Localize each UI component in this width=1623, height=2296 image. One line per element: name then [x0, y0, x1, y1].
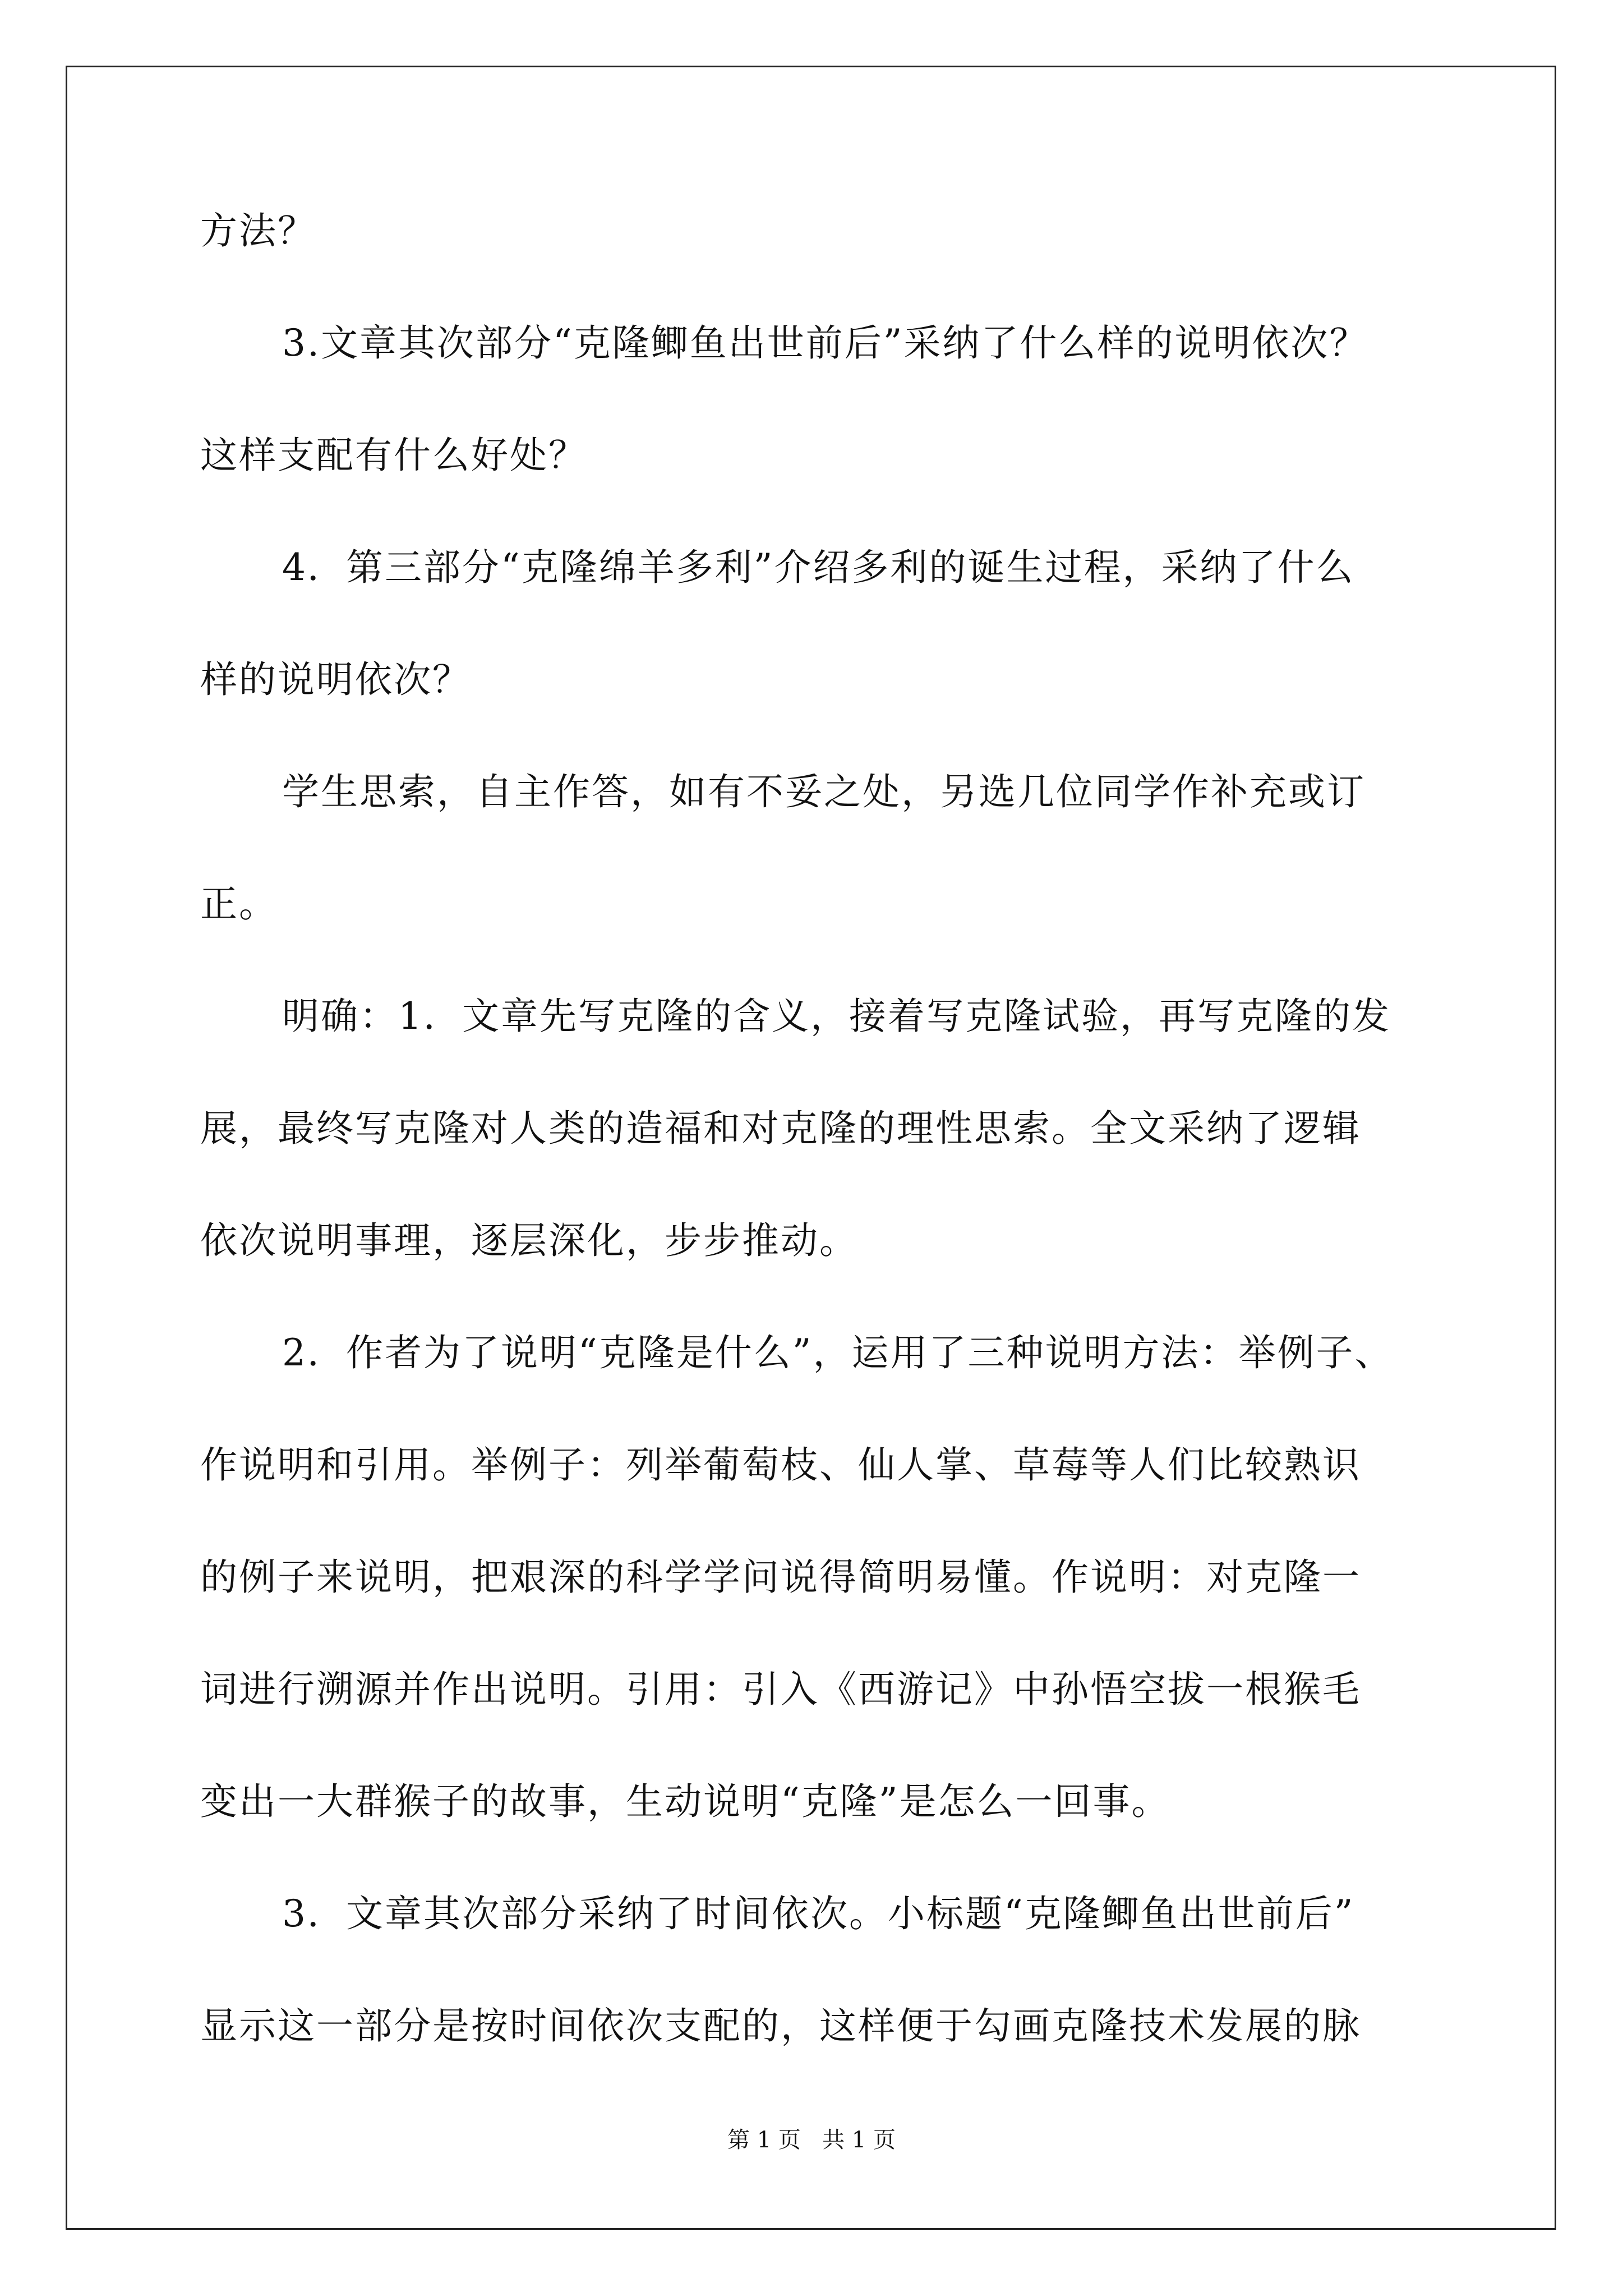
text-line: 显示这一部分是按时间依次支配的，这样便于勾画克隆技术发展的脉 — [200, 2004, 1361, 2047]
text-line: 的例子来说明，把艰深的科学学问说得简明易懂。作说明：对克隆一 — [200, 1556, 1361, 1599]
text-line: 学生思索，自主作答，如有不妥之处，另选几位同学作补充或订 — [282, 770, 1366, 813]
text-line: 2．作者为了说明“克隆是什么”，运用了三种说明方法：举例子、 — [282, 1331, 1394, 1374]
text-line: 明确：1．文章先写克隆的含义，接着写克隆试验，再写克隆的发 — [282, 995, 1391, 1038]
text-line: 方法？ — [200, 209, 316, 252]
text-line: 样的说明依次？ — [200, 658, 471, 701]
text-line: 作说明和引用。举例子：列举葡萄枝、仙人掌、草莓等人们比较熟识 — [200, 1443, 1361, 1487]
text-line: 展，最终写克隆对人类的造福和对克隆的理性思索。全文采纳了逻辑 — [200, 1107, 1361, 1150]
text-line: 3．文章其次部分采纳了时间依次。小标题“克隆鲫鱼出世前后” — [282, 1892, 1355, 1935]
text-line: 这样支配有什么好处？ — [200, 434, 587, 477]
text-line: 变出一大群猴子的故事，生动说明“克隆”是怎么一回事。 — [200, 1780, 1170, 1823]
text-line: 正。 — [200, 882, 278, 926]
text-line: 4．第三部分“克隆绵羊多利”介绍多利的诞生过程，采纳了什么 — [282, 546, 1355, 589]
text-line: 词进行溯源并作出说明。引用：引入《西游记》中孙悟空拔一根猴毛 — [200, 1668, 1361, 1711]
text-line: 依次说明事理，逐层深化，步步推动。 — [200, 1219, 858, 1262]
text-line: 3.文章其次部分“克隆鲫鱼出世前后”采纳了什么样的说明依次？ — [282, 321, 1368, 365]
page-number-footer: 第 1 页 共 1 页 — [727, 2127, 896, 2153]
